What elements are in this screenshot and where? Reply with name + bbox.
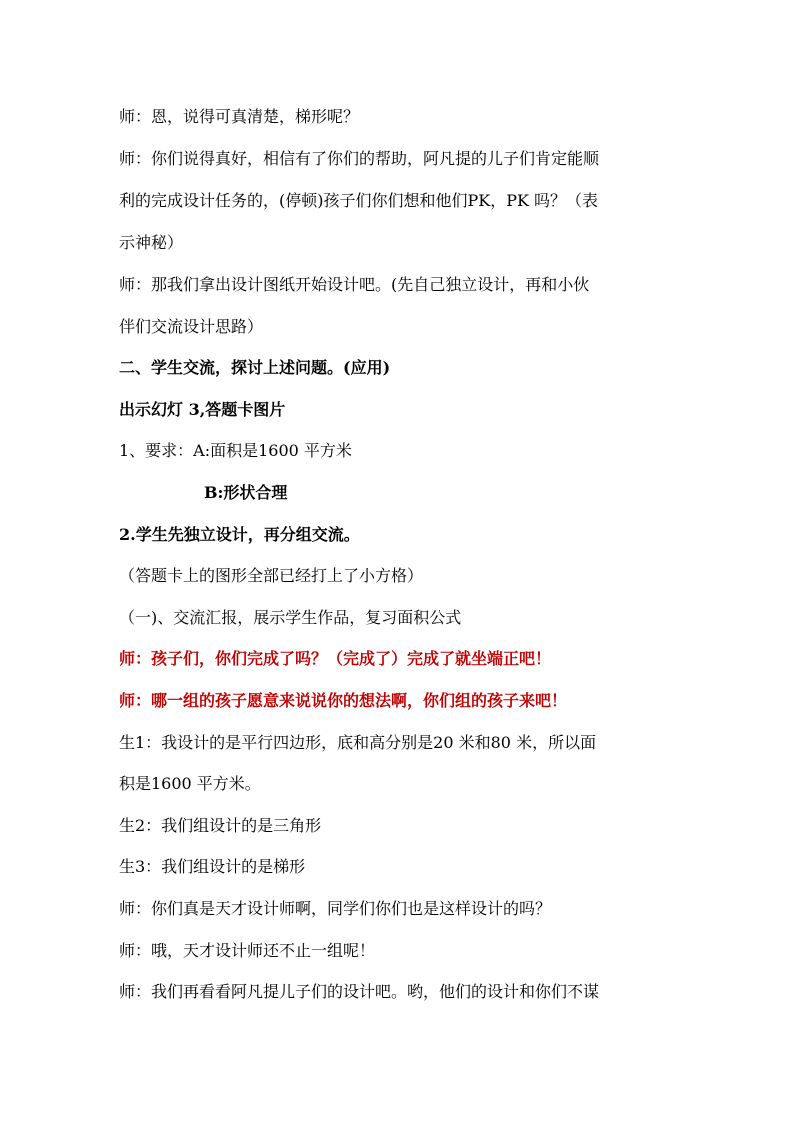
answer-card-note: （答题卡上的图形全部已经打上了小方格） xyxy=(119,566,424,585)
dialogue-teacher-genius: 师：你们真是天才设计师啊，同学们你们也是这样设计的吗？ xyxy=(119,899,552,918)
requirement-a: 1、要求：A:面积是1600 平方米 xyxy=(119,441,352,460)
dialogue-student3: 生3：我们组设计的是梯形 xyxy=(119,857,306,876)
dialogue-teacher-praise-line2: 利的完成设计任务的，(停顿)孩子们你们想和他们PK，PK 吗？（表 xyxy=(119,191,599,210)
slide-instruction: 出示幻灯 3,答题卡图片 xyxy=(119,400,286,419)
dialogue-teacher-more-groups: 师：哦，天才设计师还不止一组呢！ xyxy=(119,941,376,960)
dialogue-student1-line1: 生1：我设计的是平行四边形，底和高分别是20 米和80 米，所以面 xyxy=(119,733,597,752)
dialogue-teacher-completed: 师：孩子们，你们完成了吗？（完成了）完成了就坐端正吧！ xyxy=(119,649,552,668)
dialogue-teacher-look-again: 师：我们再看看阿凡提儿子们的设计吧。哟，他们的设计和你们不谋 xyxy=(119,982,600,1001)
step-two-heading: 2.学生先独立设计，再分组交流。 xyxy=(119,525,360,544)
dialogue-teacher-design-line2: 伴们交流设计思路） xyxy=(119,317,264,336)
dialogue-teacher-which-group: 师：哪一组的孩子愿意来说说你的想法啊，你们组的孩子来吧！ xyxy=(119,691,568,710)
subsection-one: （一)、交流汇报，展示学生作品，复习面积公式 xyxy=(119,608,462,627)
dialogue-teacher-praise-line3: 示神秘） xyxy=(119,233,184,252)
dialogue-teacher-design-line1: 师：那我们拿出设计图纸开始设计吧。(先自己独立设计，再和小伙 xyxy=(119,275,590,294)
requirement-b: B:形状合理 xyxy=(204,483,288,502)
dialogue-student2: 生2：我们组设计的是三角形 xyxy=(119,816,322,835)
dialogue-student1-line2: 积是1600 平方米。 xyxy=(119,774,261,793)
dialogue-teacher-praise-line1: 师：你们说得真好，相信有了你们的帮助，阿凡提的儿子们肯定能顺 xyxy=(119,149,600,168)
dialogue-teacher-trapezoid: 师：恩，说得可真清楚，梯形呢？ xyxy=(119,107,360,126)
section-heading-two: 二、学生交流，探讨上述问题。(应用) xyxy=(119,358,391,377)
